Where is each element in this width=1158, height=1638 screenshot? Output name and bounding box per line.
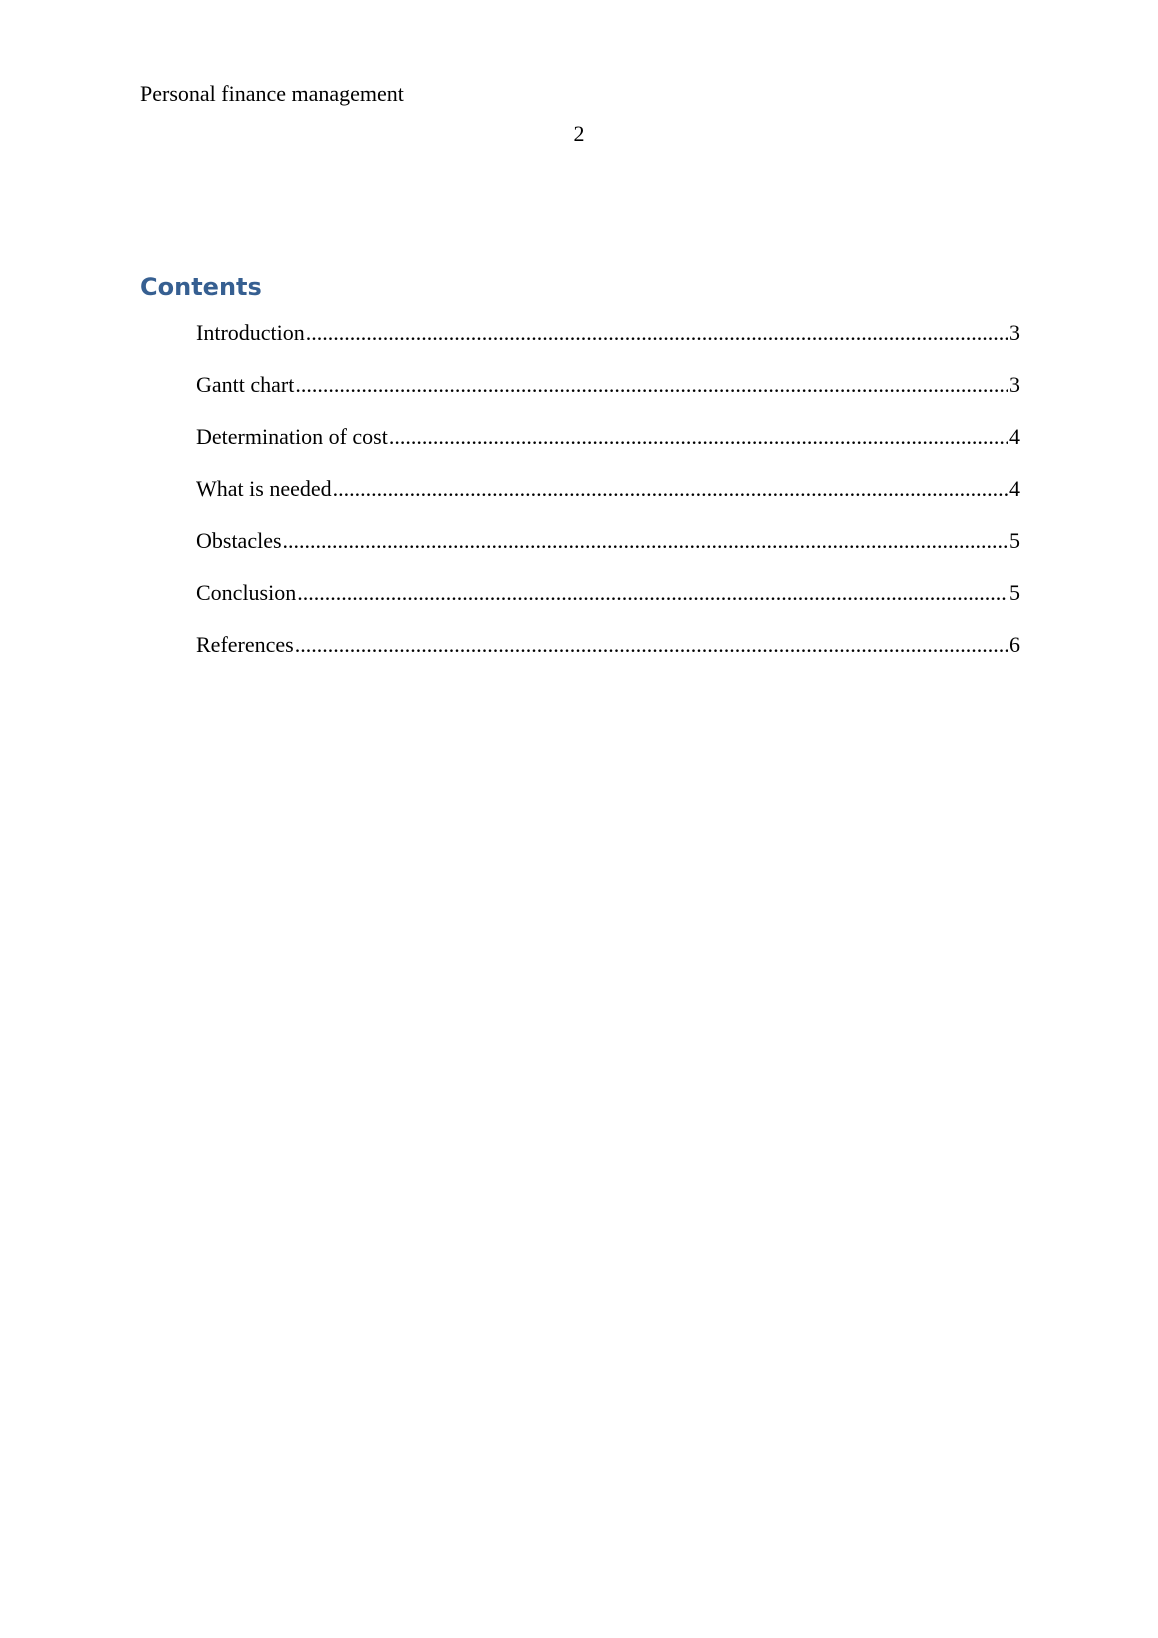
toc-entry-label: References <box>196 632 294 657</box>
toc-dot-leader <box>295 370 1008 400</box>
toc-entry-label: Introduction <box>196 320 305 345</box>
toc-entry-gantt-chart[interactable] <box>196 370 1020 422</box>
toc-entry-label: Determination of cost <box>196 424 388 449</box>
running-header-title: Personal finance management <box>140 81 404 106</box>
table-of-contents <box>196 318 1020 682</box>
toc-entry-obstacles[interactable] <box>196 526 1020 578</box>
toc-dot-leader <box>297 578 1008 608</box>
toc-entry-page: 6 <box>1009 632 1020 657</box>
toc-entry-references[interactable] <box>196 630 1020 682</box>
toc-entry-introduction[interactable] <box>196 318 1020 370</box>
page-number: 2 <box>573 121 585 146</box>
toc-entry-determination-of-cost[interactable] <box>196 422 1020 474</box>
toc-entry-page: 3 <box>1009 372 1020 397</box>
toc-entry-what-is-needed[interactable] <box>196 474 1020 526</box>
toc-entry-label: Obstacles <box>196 528 282 553</box>
toc-entry-page: 5 <box>1009 580 1020 605</box>
toc-dot-leader <box>306 318 1008 348</box>
toc-dot-leader <box>333 474 1008 504</box>
toc-entry-label: Conclusion <box>196 580 297 605</box>
toc-entry-page: 5 <box>1009 528 1020 553</box>
toc-entry-label: Gantt chart <box>196 372 295 397</box>
toc-entry-page: 4 <box>1009 424 1020 449</box>
toc-dot-leader <box>295 630 1008 660</box>
toc-heading: Contents <box>140 273 262 301</box>
toc-entry-page: 3 <box>1009 320 1020 345</box>
toc-entry-label: What is needed <box>196 476 332 501</box>
toc-dot-leader <box>283 526 1008 556</box>
toc-entry-page: 4 <box>1009 476 1020 501</box>
toc-entry-conclusion[interactable] <box>196 578 1020 630</box>
toc-dot-leader <box>389 422 1008 452</box>
